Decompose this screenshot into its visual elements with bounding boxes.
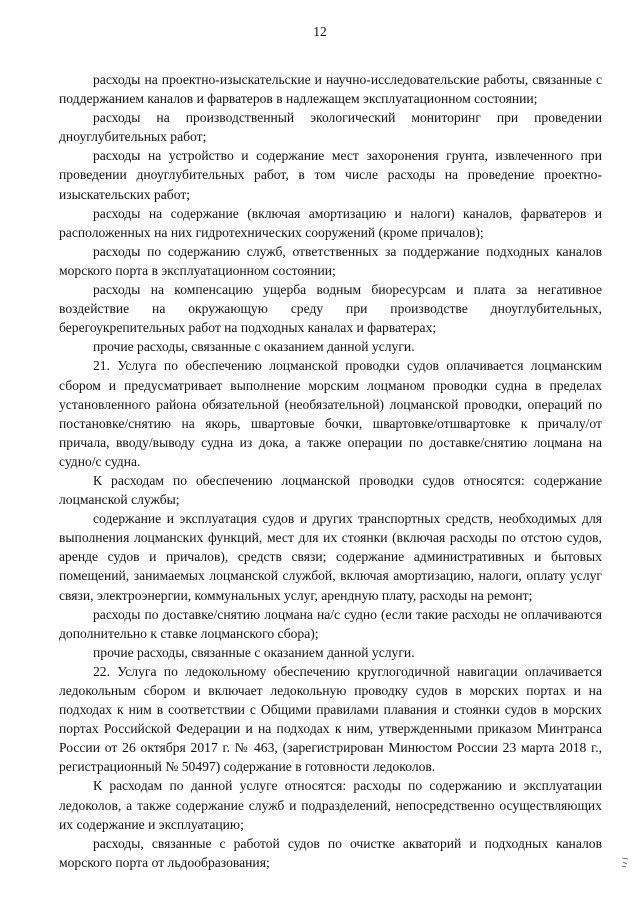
paragraph-bioresource-compensation: расходы на компенсацию ущерба водным биоресурсам и плата за негативное воздействие на окружающую среду при производстве дноуглубительных, берегоукрепительных работ на подходных каналах и фарватерах; bbox=[59, 282, 602, 336]
paragraph-pilot-delivery: расходы по доставке/снятию лоцмана на/с судно (если такие расходы не оплачиваются дополнительно к ставке лоцманского сбора); bbox=[59, 606, 602, 641]
paragraph-channel-maintenance: расходы на содержание (включая амортизацию и налоги) каналов, фарватеров и расположенных на них гидротехнических сооружений (кроме причалов); bbox=[59, 205, 602, 240]
paragraph-icebreaker-costs: К расходам по данной услуге относятся: расходы по содержанию и эксплуатации ледоколов, а также содержание служб и подразделений, непосредственно осуществляющих их содержание и эксплуатацию; bbox=[59, 778, 602, 832]
paragraph-other-pilotage-costs: прочие расходы, связанные с оказанием данной услуги. bbox=[93, 644, 415, 660]
page-number: 12 bbox=[313, 24, 327, 39]
document-body bbox=[59, 70, 602, 872]
paragraph-soil-disposal: расходы на устройство и содержание мест захоронения грунта, извлеченного при проведении дноуглубительных работ, в том числе расходы на проведение проектно-изыскательских работ; bbox=[59, 148, 602, 202]
paragraph-vessel-maintenance: содержание и эксплуатация судов и других транспортных средств, необходимых для выполнения лоцманских функций, мест для их стоянки (включая расходы по отстою судов, аренде судов и причалов), средств связи; содержание административных и бытовых помещений, занимаемых лоцманской службой, включая амортизацию, налоги, оплату услуг связи, электроэнергии, коммунальных услуг, арендную плату, расходы на ремонт; bbox=[59, 511, 602, 603]
scan-mark-icon bbox=[620, 856, 630, 868]
paragraph-eco-monitoring: расходы на производственный экологический мониторинг при проведении дноуглубительных работ; bbox=[59, 110, 602, 145]
paragraph-other-costs: прочие расходы, связанные с оказанием данной услуги. bbox=[93, 339, 415, 355]
paragraph-pilotage-costs-intro: К расходам по обеспечению лоцманской проводки судов относятся: содержание лоцманской службы; bbox=[59, 472, 602, 508]
paragraph-item-22-icebreaking: 22. Услуга по ледокольному обеспечению круглогодичной навигации оплачивается ледокольным сбором и включает ледокольную проводку судов в морских портах и на подходах к ним в соответствии с Общими правилами плавания и стоянки судов в морских портах Российской Федерации и на подходах к ним, утвержденными приказом Минтранса России от 26 октября 2017 г. № 463, (зарегистрирован Минюстом России 23 марта 2018 г., регистрационный № 50497) содержание в готовности ледоколов. bbox=[59, 663, 602, 775]
paragraph-item-21-pilotage: 21. Услуга по обеспечению лоцманской проводки судов оплачивается лоцманским сбором и предусматривает выполнение морским лоцманом проводки судна в пределах установленного района обязательной (необязательной) лоцманской проводки, операций по постановке/снятию на якорь, швартовые бочки, швартовке/отшвартовке к причалу/от причала, вводу/выводу судна из дока, а также операции по доставке/снятию лоцмана на судно/с судна. bbox=[59, 358, 602, 469]
paragraph-research-costs: расходы на проектно-изыскательские и научно-исследовательские работы, связанные с поддержанием каналов и фарватеров в надлежащем эксплуатационном состоянии; bbox=[59, 72, 602, 107]
paragraph-services-upkeep: расходы по содержанию служб, ответственных за поддержание подходных каналов морского порта в эксплуатационном состоянии; bbox=[59, 243, 602, 278]
paragraph-ice-clearing: расходы, связанные с работой судов по очистке акваторий и подходных каналов морского порта от льдообразования; bbox=[59, 835, 602, 870]
